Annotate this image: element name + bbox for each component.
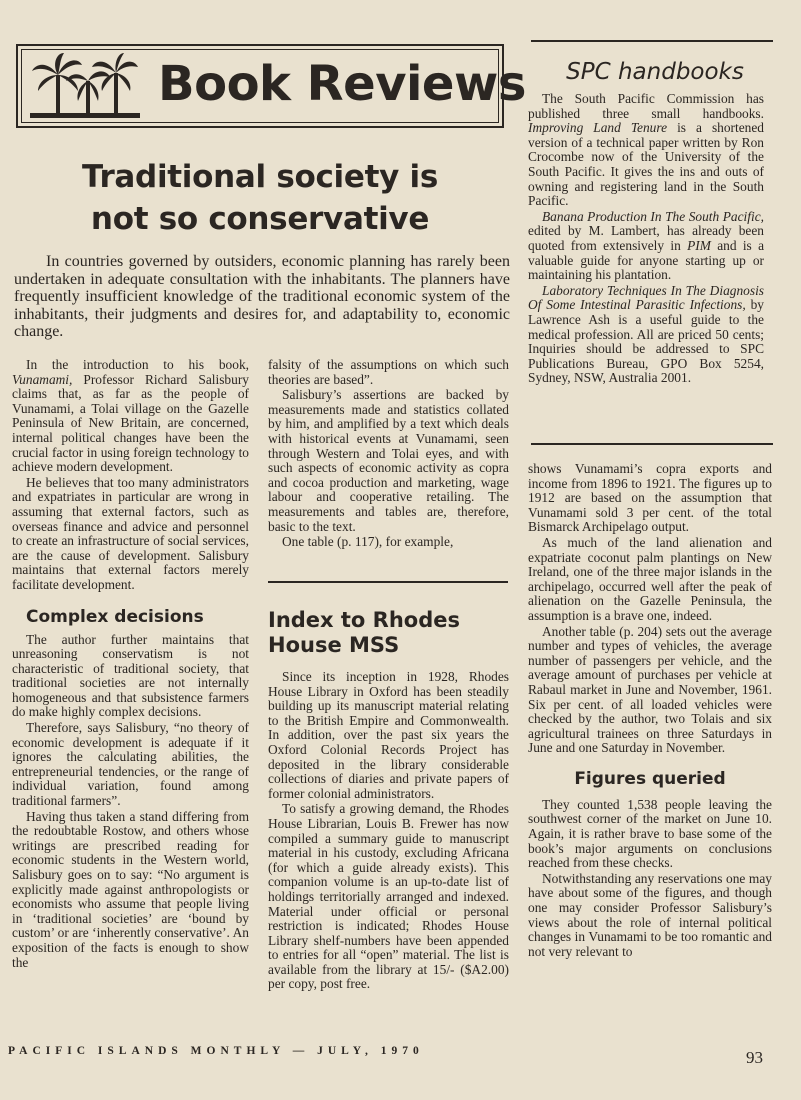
book-title: Banana Production In The South Pacific,: [542, 208, 764, 224]
text-span: is a shortened version of a technical paper written by Ron Crocombe now of the University of the South Pacific. It gives the ins and outs of owning and registering land in the South Pacific.: [528, 120, 764, 209]
page-number: 93: [746, 1048, 763, 1067]
palm-trees-icon: [30, 51, 140, 121]
review-column-2: [268, 358, 509, 550]
review-paragraph: Another table (p. 204) sets out the average number and types of vehicles, the average number of passengers per vehicle, and the average amount of purchases per vehicle at Rabaul market in June and November, 1961. Six per cent. of all loaded vehicles were checked by the author, two Tolais and six agricultural trainees on three Saturdays in June and one Saturday in November.: [528, 623, 772, 756]
review-paragraph: Having thus taken a stand differing from the redoubtable Rostow, and others whose writings are prescribed reading for economic students in the Western world, Salisbury goes on to say: “No argument is explicitly made against anthropologists or economists who assume that people living in ‘traditional societies’ are ‘bound by custom’ or are ‘inherently conservative’. An exposition of the facts is enough to show the: [12, 808, 249, 970]
review-paragraph: Salisbury’s assertions are backed by measurements made and statistics collated by him, and amplified by a text which deals with historical events at Vunamami, seen through Western and Tolai eyes, and with such aspects of economic activity as copra and cocoa production and marketing, wage labour and cooperative retailing. The measurements and tables are, therefore, basic to the text.: [268, 387, 509, 534]
review-paragraph: One table (p. 117), for example,: [282, 534, 454, 550]
review-column-3: [528, 462, 772, 959]
divider: [268, 581, 508, 583]
review-paragraph: falsity of the assumptions on which such theories are based”.: [268, 357, 509, 387]
magazine-abbrev: PIM: [687, 237, 711, 253]
running-footer: PACIFIC ISLANDS MONTHLY — JULY, 1970: [8, 1045, 424, 1057]
spc-handbooks-headline: SPC handbooks: [566, 59, 744, 85]
text-span: by Lawrence Ash is a useful guide to the medical profession. All are priced 50 cents; Inquiries should be addressed to SPC Publications Bureau, GPO Box 5254, Sydney, NSW, Australia 2001.: [528, 297, 764, 386]
spc-paragraph: [528, 284, 764, 386]
review-paragraph: shows Vunamami’s copra exports and income from 1896 to 1921. The figures up to 1912 are based on the assumption that Vunamami sold 3 per cent. of the total Bismarck Archipelago output.: [528, 461, 772, 535]
divider: [531, 443, 773, 445]
review-paragraph: Therefore, says Salisbury, “no theory of economic development is adequate if it ignores the calculating abilities, the entrepreneurial tendencies, or the range of individual variation, found among traditional farmers”.: [12, 720, 249, 809]
spc-paragraph: [528, 92, 764, 209]
text-span: In the introduction to his book,: [26, 357, 249, 372]
text-span: edited by M. Lambert, has already been quoted from extensively in: [528, 223, 764, 253]
review-paragraph: He believes that too many administrators and expatriates in particular are wrong in assuming that external factors, such as overseas finance and advice and personnel to create an infrastructure of social services, are the cause of development. Salisbury maintains that external factors merely facilitate development.: [12, 474, 249, 592]
text-span: The South Pacific Commission has published three small handbooks.: [528, 91, 764, 121]
spc-paragraph: [528, 210, 764, 283]
review-paragraph: [12, 358, 249, 475]
rhodes-paragraph: To satisfy a growing demand, the Rhodes House Librarian, Louis B. Frewer has now compiled a summary guide to manuscript material in his custody, excluding Africana (for which a guide already exists). This companion volume is an up-to-date list of holdings territorially arranged and indexed. Material under official or personal restriction is indicated; Rhodes House Library shelf-numbers have been appended to entries for all “open” material. The list is available from the library at 15/- ($A2.00) per copy, post free.: [268, 801, 509, 992]
review-paragraph: The author further maintains that unreasoning conservatism is not characteristic of traditional society, that traditional societies are not internally homogeneous and that subsistence farmers do make highly complex decisions.: [12, 631, 249, 720]
intro-paragraph: In countries governed by outsiders, economic planning has rarely been undertaken in adequate consultation with the inhabitants. The planners have frequently insufficient knowledge of the traditional economic system of the inhabitants, their judgments and desires for, and adaptability to, economic change.: [14, 253, 510, 341]
article-headline: [30, 156, 490, 240]
text-span: Professor Richard Salisbury claims that, as far as the people of Vunamami, a Tolai village on the Gazelle Peninsula of New Britain, are concerned, internal political changes have been the crucial factor in using foreign technology to achieve modern development.: [12, 371, 249, 475]
spc-handbooks-article: [528, 92, 764, 386]
review-column-1: [12, 358, 249, 970]
article-intro: [14, 253, 510, 341]
rhodes-house-headline: Index to Rhodes House MSS: [268, 608, 460, 657]
divider: [531, 40, 773, 42]
headline-line-2: not so conservative: [90, 201, 430, 237]
review-paragraph: Notwithstanding any reservations one may have about some of the figures, and though one may consider Professor Salisbury’s views about the role of internal political changes in Vunamami to be too romantic and not very relevant to: [528, 870, 772, 959]
rhodes-paragraph: Since its inception in 1928, Rhodes House Library in Oxford has been steadily building up its manuscript material relating to the British Empire and Commonwealth. In addition, over the past six years the Oxford Colonial Records Project has deposited in the library considerable collections of diaries and private papers of former colonial administrators.: [268, 669, 509, 801]
book-title: Laboratory Techniques In The Diagnosis Of Some Intestinal Parasitic Infections,: [528, 282, 764, 313]
headline-line-1: Traditional society is: [82, 159, 438, 195]
section-title: Book Reviews: [158, 56, 526, 112]
text-span: and is a valuable guide for anyone starting up or maintaining his plantation.: [528, 237, 765, 283]
book-title: Improving Land Tenure: [528, 120, 668, 136]
subheading-complex-decisions: Complex decisions: [26, 606, 204, 627]
rhodes-house-article: [268, 670, 509, 992]
book-title: Vunamami,: [12, 371, 73, 387]
review-paragraph: As much of the land alienation and expatriate coconut palm plantings on New Ireland, one of the three major islands in the archipelago, occurred well after the peak of alienation on the Gazelle Peninsula, the assumption is a brave one, indeed.: [528, 534, 772, 623]
review-paragraph: They counted 1,538 people leaving the southwest corner of the market on June 10. Again, it is rather brave to base some of the book’s major arguments on conclusions reached from these checks.: [528, 796, 772, 871]
subheading-figures-queried: Figures queried: [574, 768, 726, 789]
